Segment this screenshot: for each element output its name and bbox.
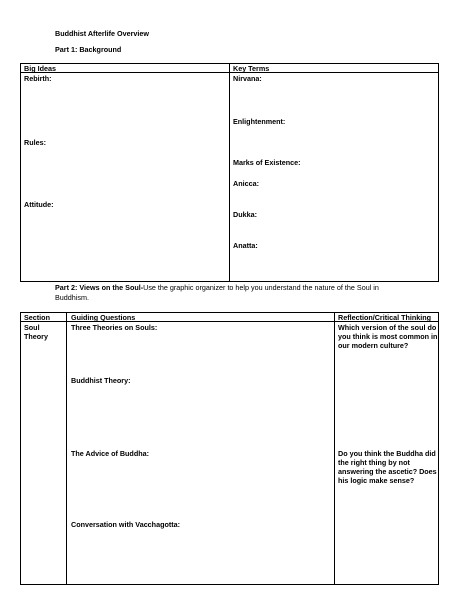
guiding-vacchagotta: Conversation with Vacchagotta: (71, 520, 181, 529)
reflection-question-1: Which version of the soul do you think is most common in our modern culture? (338, 323, 438, 350)
key-term-nirvana: Nirvana: (233, 74, 262, 83)
key-terms-header: Key Terms (233, 64, 270, 73)
reflection-header: Reflection/Critical Thinking (338, 313, 432, 322)
key-term-dukka: Dukka: (233, 210, 257, 219)
part2-heading-bold: Part 2: Views on the Soul- (55, 283, 144, 292)
part2-heading (55, 283, 379, 292)
part2-heading-text: Use the graphic organizer to help you understand the nature of the Soul in (143, 283, 379, 292)
big-ideas-header: Big Ideas (24, 64, 56, 73)
section-header: Section (24, 313, 50, 322)
part1-heading: Part 1: Background (55, 45, 122, 54)
big-idea-rebirth: Rebirth: (24, 74, 52, 83)
key-term-anicca: Anicca: (233, 179, 259, 188)
part2-heading-continuation: Buddhism. (55, 293, 89, 302)
key-term-enlightenment: Enlightenment: (233, 117, 286, 126)
guiding-questions-header: Guiding Questions (71, 313, 136, 322)
guiding-buddhist-theory: Buddhist Theory: (71, 376, 131, 385)
guiding-three-theories: Three Theories on Souls: (71, 323, 158, 332)
key-term-anatta: Anatta: (233, 241, 258, 250)
section-soul-theory: Soul Theory (24, 323, 48, 341)
big-idea-rules: Rules: (24, 138, 46, 147)
key-term-marks-of-existence: Marks of Existence: (233, 158, 301, 167)
page-title: Buddhist Afterlife Overview (55, 29, 149, 38)
part2-column-divider-1 (66, 312, 67, 585)
reflection-question-2: Do you think the Buddha did the right thing by not answering the ascetic? Does his logic make sense? (338, 449, 437, 485)
big-idea-attitude: Attitude: (24, 200, 54, 209)
part1-column-divider (229, 63, 230, 282)
part2-column-divider-2 (334, 312, 335, 585)
guiding-advice-of-buddha: The Advice of Buddha: (71, 449, 149, 458)
